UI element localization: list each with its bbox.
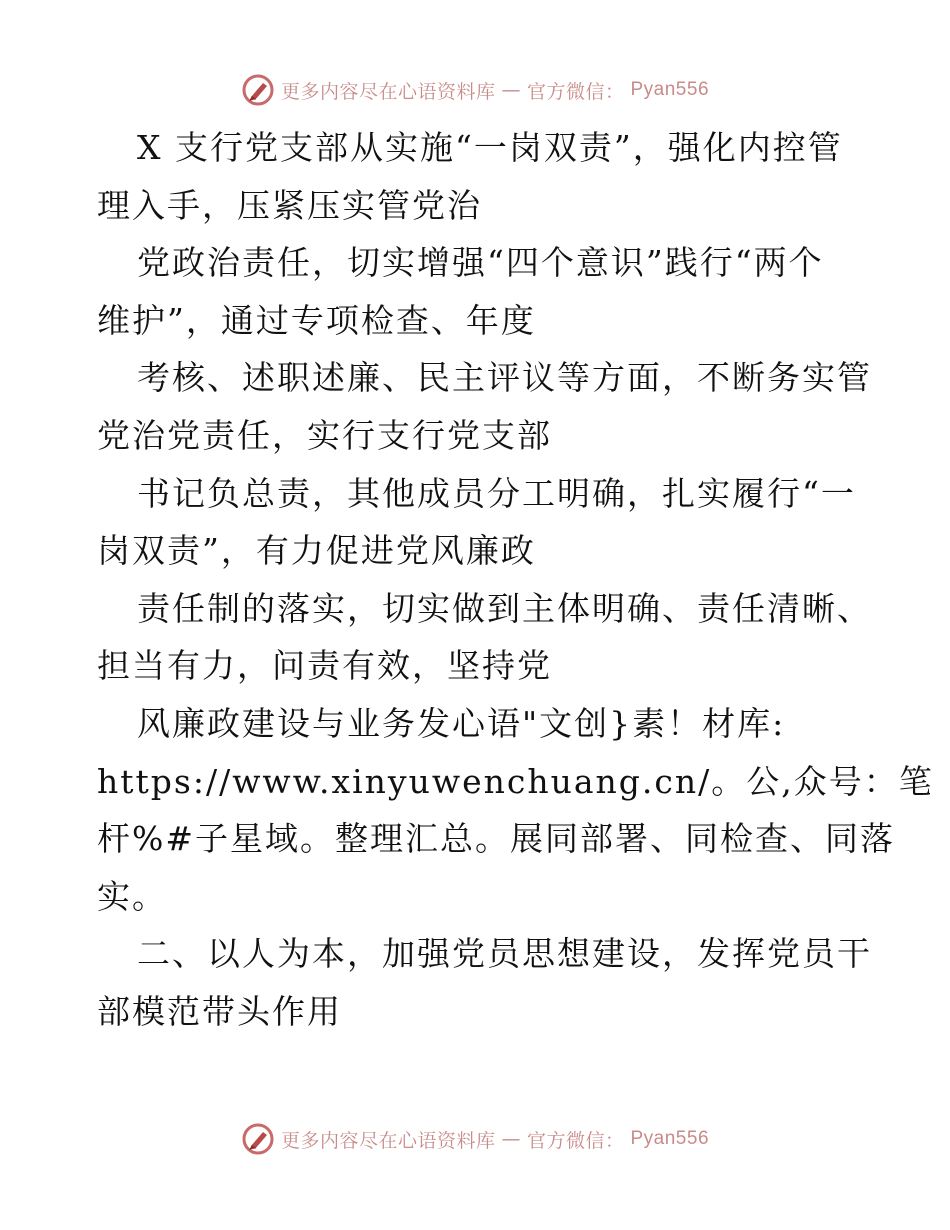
body-line: 书记负总责，其他成员分工明确，扎实履行“一 (137, 473, 856, 513)
body-line: https://www.xinyuwenchuang.cn/。公,众号：笔 (97, 761, 934, 801)
body-line: 理入手，压紧压实管党治 (97, 185, 482, 225)
body-line: 二、以人为本，加强党员思想建设，发挥党员干 (137, 934, 872, 974)
body-line: 维护”，通过专项检查、年度 (97, 300, 536, 340)
pen-nib-logo-icon (241, 1122, 275, 1156)
header-banner-contact-label: 官方微信： (526, 80, 625, 103)
pen-nib-logo-icon (241, 73, 275, 107)
body-line: 实。 (97, 876, 167, 916)
footer-banner-text: 更多内容尽在心语资料库 (280, 1129, 496, 1152)
header-banner (0, 70, 950, 110)
body-line: 党治党责任，实行支行党支部 (97, 415, 552, 455)
body-line: 责任制的落实，切实做到主体明确、责任清晰、 (137, 588, 872, 628)
body-line: X 支行党支部从实施“一岗双责”，强化内控管 (137, 128, 843, 167)
footer-banner (0, 1119, 950, 1159)
header-banner-separator: — (501, 79, 521, 101)
body-line: 杆%#子星域。整理汇总。展同部署、同检查、同落 (97, 819, 896, 859)
body-line: 部模范带头作用 (97, 991, 342, 1031)
body-line: 担当有力，问责有效，坚持党 (97, 646, 552, 686)
body-line: 岗双责”，有力促进党风廉政 (97, 531, 536, 571)
body-line: 风廉政建设与业务发心语"文创}素！材库: (137, 703, 786, 743)
footer-banner-separator: — (501, 1128, 521, 1150)
document-body (97, 119, 934, 1041)
body-line: 考核、述职述廉、民主评议等方面，不断务实管 (137, 358, 872, 398)
header-banner-contact-id: Pyan556 (630, 79, 710, 100)
header-banner-text: 更多内容尽在心语资料库 (280, 80, 496, 103)
footer-banner-contact-id: Pyan556 (630, 1128, 710, 1149)
body-line: 党政治责任，切实增强“四个意识”践行“两个 (137, 243, 824, 283)
footer-banner-contact-label: 官方微信： (526, 1129, 625, 1152)
